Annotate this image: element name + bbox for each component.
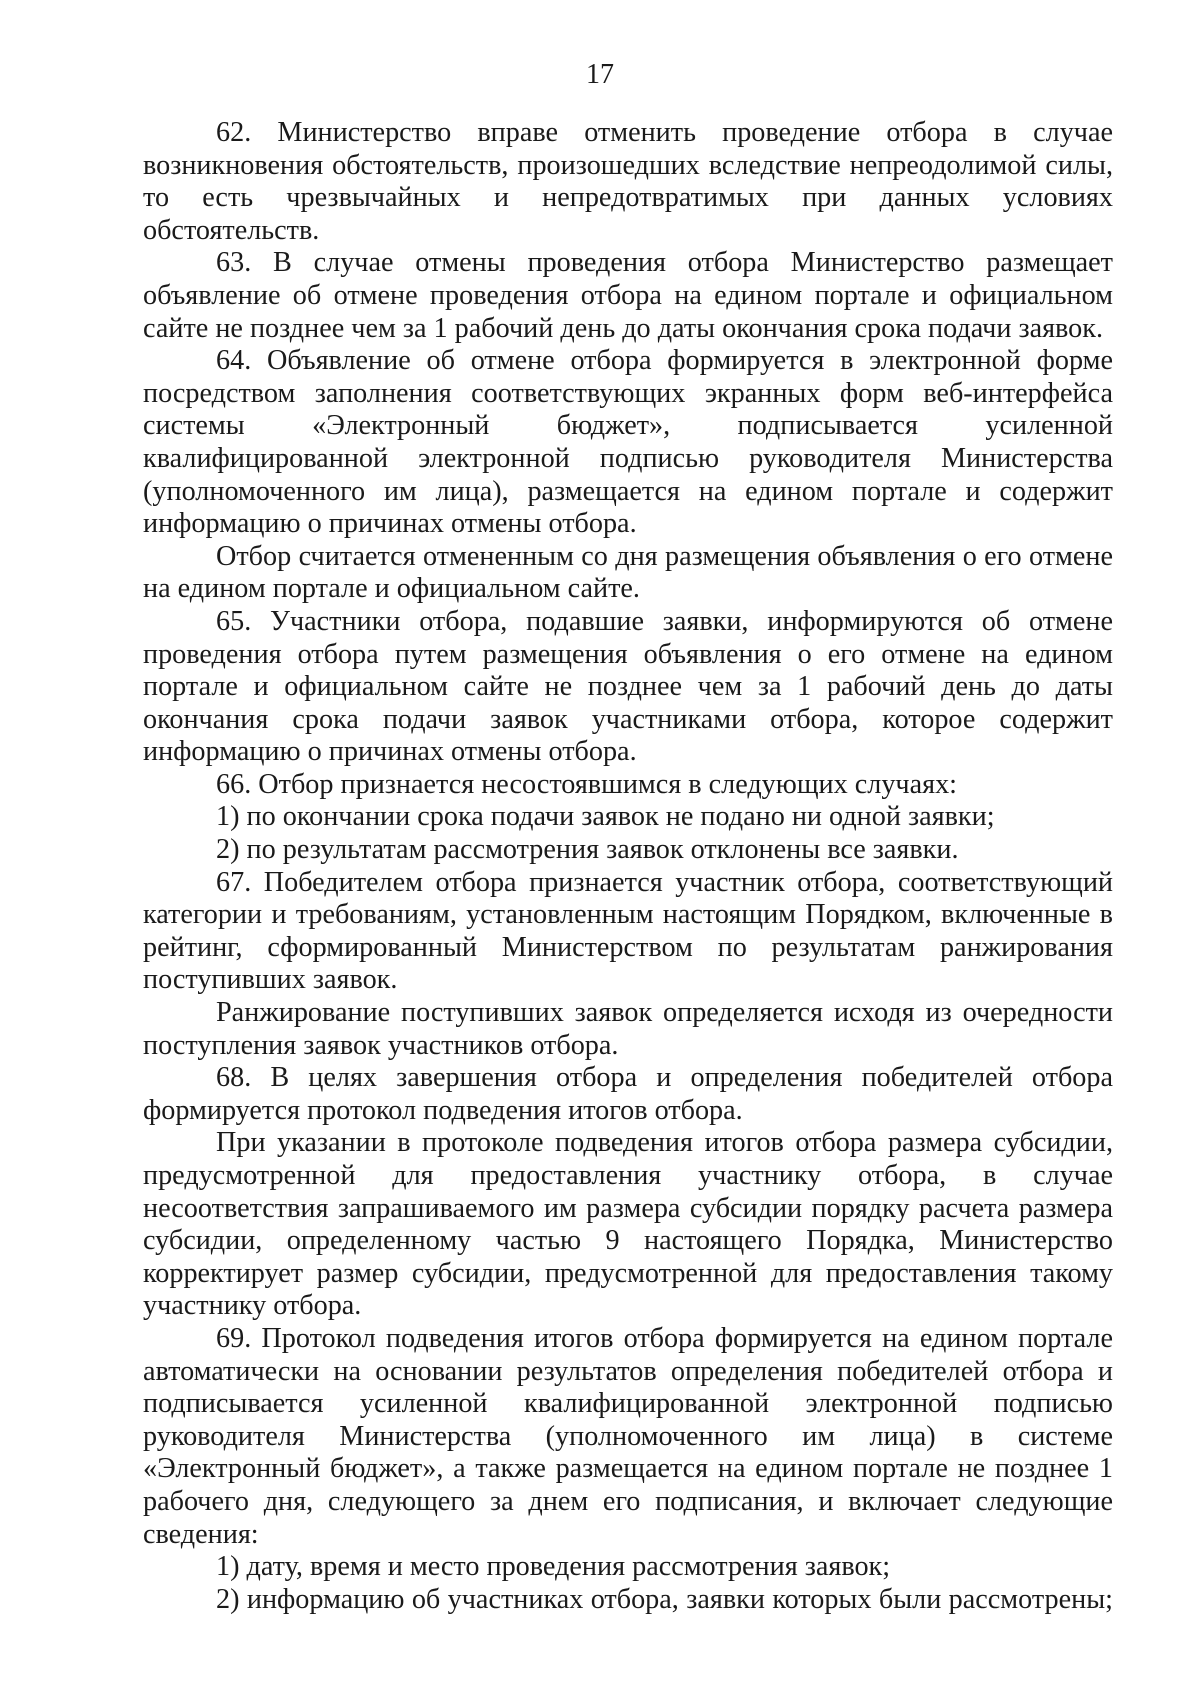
paragraph-64-continuation: Отбор считается отмененным со дня размещения объявления о его отмене на едином портале и официальном сайте. <box>143 540 1113 605</box>
paragraph-66: 66. Отбор признается несостоявшимся в следующих случаях: <box>216 768 958 800</box>
paragraph-66-item-2: 2) по результатам рассмотрения заявок отклонены все заявки. <box>216 834 959 866</box>
paragraph-62: 62. Министерство вправе отменить проведение отбора в случае возникновения обстоятельств, произошедших вследствие непреодолимой силы, то есть чрезвычайных и непредотвратимых при данных условиях обстоятельств. <box>143 117 1113 246</box>
paragraph-64: 64. Объявление об отмене отбора формируется в электронной форме посредством заполнения соответствующих экранных форм веб-интерфейса системы «Электронный бюджет», подписывается усиленной квалифицированной электронной подписью руководителя Министерства (уполномоченного им лица), размещается на едином портале и содержит информацию о причинах отмены отбора. <box>143 345 1113 540</box>
paragraph-67-continuation: Ранжирование поступивших заявок определяется исходя из очередности поступления заявок участников отбора. <box>143 997 1113 1061</box>
paragraph-65: 65. Участники отбора, подавшие заявки, информируются об отмене проведения отбора путем размещения объявления о его отмене на едином портале и официальном сайте не позднее чем за 1 рабочий день до даты окончания срока подачи заявок участниками отбора, которое содержит информацию о причинах отмены отбора. <box>143 605 1113 768</box>
paragraph-66-item-1: 1) по окончании срока подачи заявок не подано ни одной заявки; <box>216 801 995 833</box>
paragraph-68-continuation: При указании в протоколе подведения итогов отбора размера субсидии, предусмотренной для предоставления участнику отбора, в случае несоответствия запрашиваемого им размера субсидии порядку расчета размера субсидии, определенному частью 9 настоящего Порядка, Министерство корректирует размер субсидии, предусмотренной для предоставления такому участнику отбора. <box>143 1127 1113 1322</box>
document-body <box>143 117 1113 1616</box>
paragraph-69-item-1: 1) дату, время и место проведения рассмотрения заявок; <box>216 1551 891 1583</box>
paragraph-68: 68. В целях завершения отбора и определения победителей отбора формируется протокол подведения итогов отбора. <box>143 1062 1113 1126</box>
paragraph-63: 63. В случае отмены проведения отбора Министерство размещает объявление об отмене проведения отбора на едином портале и официальном сайте не позднее чем за 1 рабочий день до даты окончания срока подачи заявок. <box>143 247 1113 344</box>
paragraph-69: 69. Протокол подведения итогов отбора формируется на едином портале автоматически на основании результатов определения победителей отбора и подписывается усиленной квалифицированной электронной подписью руководителя Министерства (уполномоченного им лица) в системе «Электронный бюджет», а также размещается на едином портале не позднее 1 рабочего дня, следующего за днем его подписания, и включает следующие сведения: <box>143 1322 1113 1550</box>
page-number: 17 <box>586 59 614 90</box>
paragraph-67: 67. Победителем отбора признается участник отбора, соответствующий категории и требованиям, установленным настоящим Порядком, включенные в рейтинг, сформированный Министерством по результатам ранжирования поступивших заявок. <box>143 866 1113 996</box>
paragraph-69-item-2: 2) информацию об участниках отбора, заявки которых были рассмотрены; <box>216 1583 1113 1615</box>
